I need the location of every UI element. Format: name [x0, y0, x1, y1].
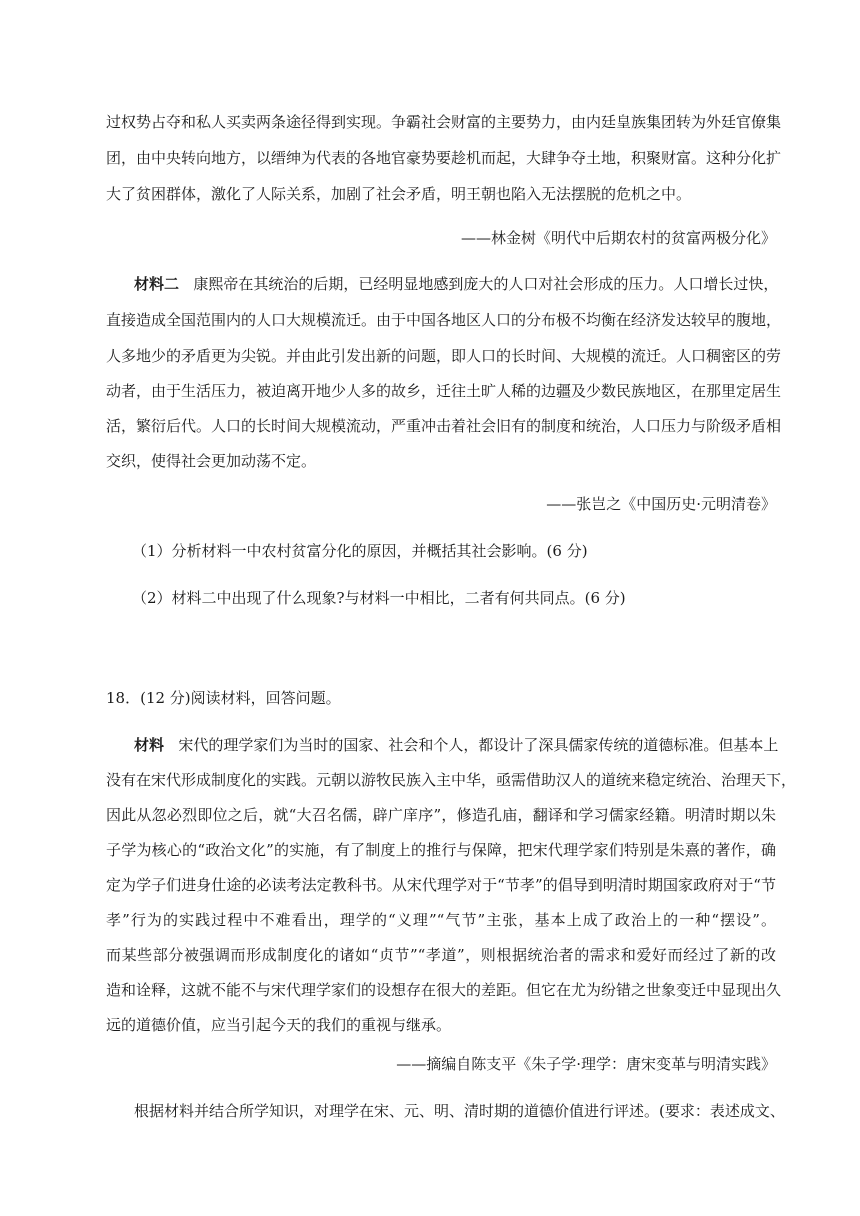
material2-text: 康熙帝在其统治的后期，已经明显地感到庞大的人口对社会形成的压力。人口增长过快，	[193, 275, 779, 293]
material2-first-line	[134, 274, 779, 294]
q18-material-line: 孝”行为的实践过程中不难看出，理学的“义理”“气节”主张，基本上成了政治上的一种“摆设”。	[106, 911, 776, 929]
q18-material-label: 材料	[134, 736, 165, 754]
material1-line: 过权势占夺和私人买卖两条途径得到实现。争霸社会财富的主要势力，由内廷皇族集团转为外廷官僚集	[106, 113, 782, 131]
q18-material-text: 宋代的理学家们为当时的国家、社会和个人，都设计了深具儒家传统的道德标准。但基本上	[178, 736, 779, 754]
material1-source: ——林金树《明代中后期农村的贫富两极分化》	[460, 229, 776, 247]
q18-material-line: 而某些部分被强调而形成制度化的诸如“贞节”“孝道”，则根据统治者的需求和爱好而经过了新的改	[106, 946, 776, 964]
q18-material-source: ——摘编自陈支平《朱子学·理学：唐宋变革与明清实践》	[396, 1055, 776, 1073]
material2-line: 人多地少的矛盾更为尖锐。并由此引发出新的问题，即人口的长时间、大规模的流迁。人口稠密区的劳	[106, 347, 782, 365]
question-18-header: 18．(12 分)阅读材料，回答问题。	[106, 689, 341, 707]
question-17-1: （1）分析材料一中农村贫富分化的原因，并概括其社会影响。(6 分)	[132, 542, 588, 560]
material1-line: 大了贫困群体，激化了人际关系，加剧了社会矛盾，明王朝也陷入无法摆脱的危机之中。	[106, 185, 692, 203]
q18-material-line: 因此从忽必烈即位之后，就“大召名儒，辟广庠序”，修造孔庙，翻译和学习儒家经籍。明清时期以朱	[106, 806, 776, 824]
q18-task: 根据材料并结合所学知识，对理学在宋、元、明、清时期的道德价值进行评述。(要求：表述成文、	[134, 1102, 785, 1120]
material2-line: 直接造成全国范围内的人口大规模流迁。由于中国各地区人口的分布极不均衡在经济发达较早的腹地，	[106, 311, 782, 329]
material1-line: 团，由中央转向地方，以缙绅为代表的各地官豪势要趁机而起，大肆争夺土地，积聚财富。这种分化扩	[106, 149, 782, 167]
material2-line: 动者，由于生活压力，被迫离开地少人多的故乡，迁往土旷人稀的边疆及少数民族地区，在那里定居生	[106, 382, 782, 400]
material2-line: 活，繁衍后代。人口的长时间大规模流动，严重冲击着社会旧有的制度和统治，人口压力与阶级矛盾相	[106, 417, 782, 435]
q18-material-line: 造和诠释，这就不能不与宋代理学家们的设想存在很大的差距。但它在尤为纷错之世象变迁中显现出久	[106, 981, 782, 999]
q18-material-first-line	[134, 735, 779, 755]
material2-source: ——张岂之《中国历史·元明清卷》	[546, 495, 776, 513]
q18-material-line: 远的道德价值，应当引起今天的我们的重视与继承。	[106, 1016, 452, 1034]
q18-material-line: 子学为核心的“政治文化”的实施，有了制度上的推行与保障，把宋代理学家们特别是朱熹的著作，确	[106, 841, 776, 859]
q18-material-line: 没有在宋代形成制度化的实践。元朝以游牧民族入主中华，亟需借助汉人的道统来稳定统治、治理天下，	[106, 771, 797, 789]
material2-label: 材料二	[134, 275, 180, 293]
q18-material-line: 定为学子们进身仕途的必读考法定教科书。从宋代理学对于“节孝”的倡导到明清时期国家政府对于“节	[106, 876, 776, 894]
material2-line: 交织，使得社会更加动荡不定。	[106, 452, 317, 470]
question-17-2: （2）材料二中出现了什么现象?与材料一中相比，二者有何共同点。(6 分)	[132, 589, 626, 607]
